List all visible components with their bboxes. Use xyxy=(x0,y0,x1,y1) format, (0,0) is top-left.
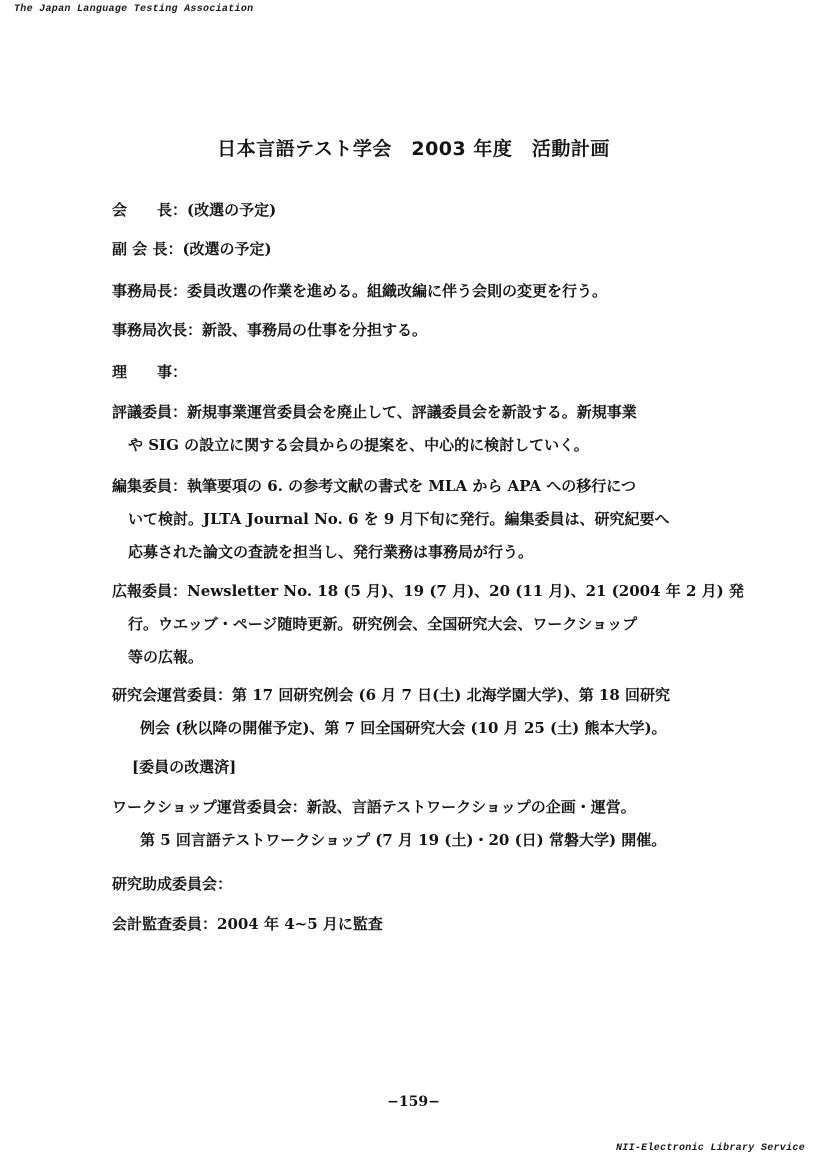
entry-research-grant xyxy=(112,868,712,901)
entry-line: 評議委員：新規事業運営委員会を廃止して、評議委員会を新設する。新規事業 xyxy=(112,403,637,421)
entry-line: 事務局長：委員改選の作業を進める。組織改編に伴う会則の変更を行う。 xyxy=(112,282,608,300)
entry-president xyxy=(112,194,712,227)
entry-line: [委員の改選済] xyxy=(132,758,237,776)
entry-line: 研究会運営委員：第 17 回研究例会 (6 月 7 日(土) 北海学園大学)、第 18 回研究 xyxy=(112,686,671,704)
entry-deputy-secretary xyxy=(112,314,712,347)
entry-directors xyxy=(112,356,712,389)
entry-line: いて検討。JLTA Journal No. 6 を 9 月下旬に発行。編集委員は、研究紀要へ xyxy=(128,510,670,528)
entry-line: 応募された論文の査読を担当し、発行業務は事務局が行う。 xyxy=(128,543,534,561)
page-title: 日本言語テスト学会 2003 年度 活動計画 xyxy=(217,138,610,160)
entry-line: 広報委員：Newsletter No. 18 (5 月)、19 (7 月)、20 (11 月)、21 (2004 年 2 月) 発 xyxy=(112,582,744,600)
entry-workshop xyxy=(112,791,712,857)
entry-line: 理 事： xyxy=(112,363,188,381)
entry-line: 会計監査委員：2004 年 4~5 月に監査 xyxy=(112,915,383,933)
entry-line: 事務局次長：新設、事務局の仕事を分担する。 xyxy=(112,321,428,339)
entry-council xyxy=(112,396,712,462)
entry-line: 例会 (秋以降の開催予定)、第 7 回全国研究大会 (10 月 25 (土) 熊本大学)。 xyxy=(140,719,667,737)
entry-vice-president xyxy=(112,233,712,266)
entry-line: 編集委員：執筆要項の 6. の参考文献の書式を MLA から APA への移行につ xyxy=(112,477,636,495)
entry-line: 等の広報。 xyxy=(128,648,204,666)
page-number: −159− xyxy=(387,1094,440,1110)
entry-line: 会 長：(改選の予定) xyxy=(112,201,277,219)
entry-line: 副 会 長：(改選の予定) xyxy=(112,240,272,258)
entry-line: 第 5 回言語テストワークショップ (7 月 19 (土)・20 (日) 常磐大学) 開催。 xyxy=(140,831,667,849)
service-footer: NII-Electronic Library Service xyxy=(615,1143,805,1154)
entry-line: や SIG の設立に関する会員からの提案を、中心的に検討していく。 xyxy=(128,436,589,454)
entry-editorial xyxy=(112,470,712,569)
entry-audit xyxy=(112,908,712,941)
entry-secretary-general xyxy=(112,275,712,308)
entry-line: 研究助成委員会： xyxy=(112,875,233,893)
entry-line: 行。ウエッブ・ページ随時更新。研究例会、全国研究大会、ワークショップ xyxy=(128,615,638,633)
source-header: The Japan Language Testing Association xyxy=(14,4,254,15)
entry-research-meetings xyxy=(112,679,712,784)
entry-pr xyxy=(112,575,744,674)
entry-line: ワークショップ運営委員会：新設、言語テストワークショップの企画・運営。 xyxy=(112,798,636,816)
